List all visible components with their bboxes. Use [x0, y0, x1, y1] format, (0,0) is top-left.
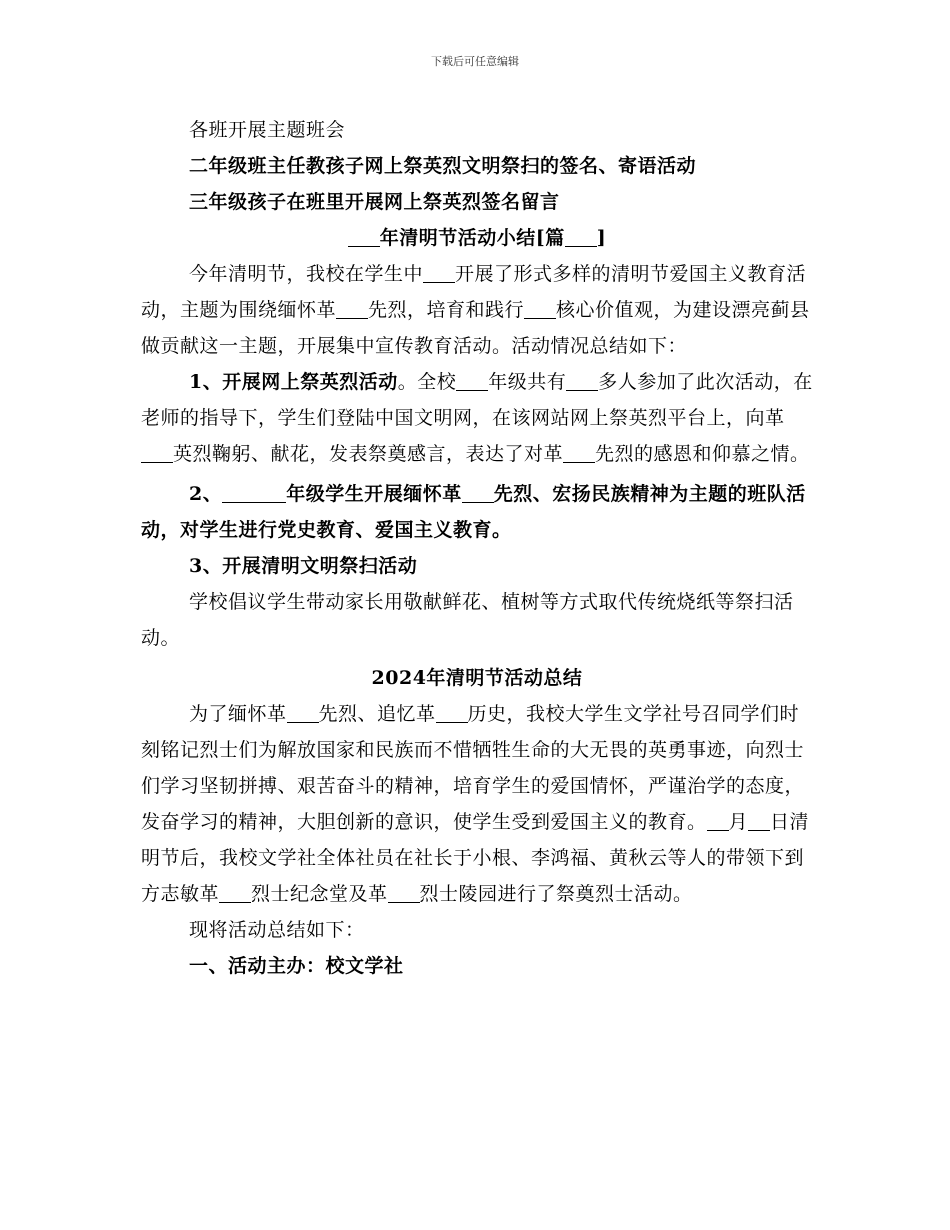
blank [565, 227, 597, 247]
blank [219, 883, 251, 903]
document-body [141, 112, 813, 984]
line-grade3-activity: 三年级孩子在班里开展网上祭英烈签名留言 [189, 191, 560, 213]
blank [707, 811, 729, 831]
blank [563, 443, 595, 463]
section1-item2: 2、 年级学生开展缅怀革 先烈、宏扬民族精神为主题的班队活动，对学生进行党史教育、爱国主义教育。 [141, 483, 806, 541]
blank [287, 703, 319, 723]
blank [462, 483, 494, 503]
blank [524, 299, 556, 319]
line-class-meeting: 各班开展主题班会 [189, 119, 346, 141]
section2-title: 2024年清明节活动总结 [371, 667, 583, 689]
section1-item1: 1、开展网上祭英烈活动。全校 年级共有 多人参加了此次活动，在老师的指导下，学生们登陆中国文明网，在该网站网上祭英烈平台上，向革英烈鞠躬、献花，发表祭奠感言，表达了对革 先烈的感恩和仰慕之情。 [141, 371, 813, 465]
line-grade2-activity: 二年级班主任教孩子网上祭英烈文明祭扫的签名、寄语活动 [189, 155, 697, 177]
section2-heading-organizer: 一、活动主办：校文学社 [189, 955, 404, 977]
section2-summary-intro: 现将活动总结如下： [189, 919, 365, 941]
section1-item3-body: 学校倡议学生带动家长用敬献鲜花、植树等方式取代传统烧纸等祭扫活动。 [141, 591, 794, 649]
blank [748, 811, 770, 831]
section1-item3: 3、开展清明文明祭扫活动 [189, 555, 418, 577]
blank [336, 299, 368, 319]
section2-paragraph: 为了缅怀革 先烈、追忆革 历史，我校大学生文学社号召同学们时刻铭记烈士们为解放国家和民族而不惜牺牲生命的大无畏的英勇事迹，向烈士们学习坚韧拼搏、艰苦奋斗的精神，培育学生的爱国情怀，严谨治学的态度，发奋学习的精神，大胆创新的意识，使学生受到爱国主义的教育。 月 日清明节后，我校文学社全体社员在社长于小根、李鸿福、黄秋云等人的带领下到方志敏革 烈士纪念堂及革 烈士陵园进行了祭奠烈士活动。 [141, 703, 810, 905]
blank [423, 263, 455, 283]
page-header: 下载后可任意编辑 [431, 55, 519, 68]
blank [566, 371, 598, 391]
blank [436, 703, 468, 723]
blank [388, 883, 420, 903]
section1-title: 年清明节活动小结[篇 ] [141, 220, 813, 256]
blank [456, 371, 488, 391]
blank [141, 443, 173, 463]
blank [348, 227, 380, 247]
section1-intro: 今年清明节，我校在学生中 开展了形式多样的清明节爱国主义教育活动，主题为围绕缅怀革 先烈，培育和践行 核心价值观，为建设漂亮蓟县做贡献这一主题，开展集中宣传教育活动。活动情况总结如下： [141, 263, 810, 357]
blank [222, 483, 286, 503]
